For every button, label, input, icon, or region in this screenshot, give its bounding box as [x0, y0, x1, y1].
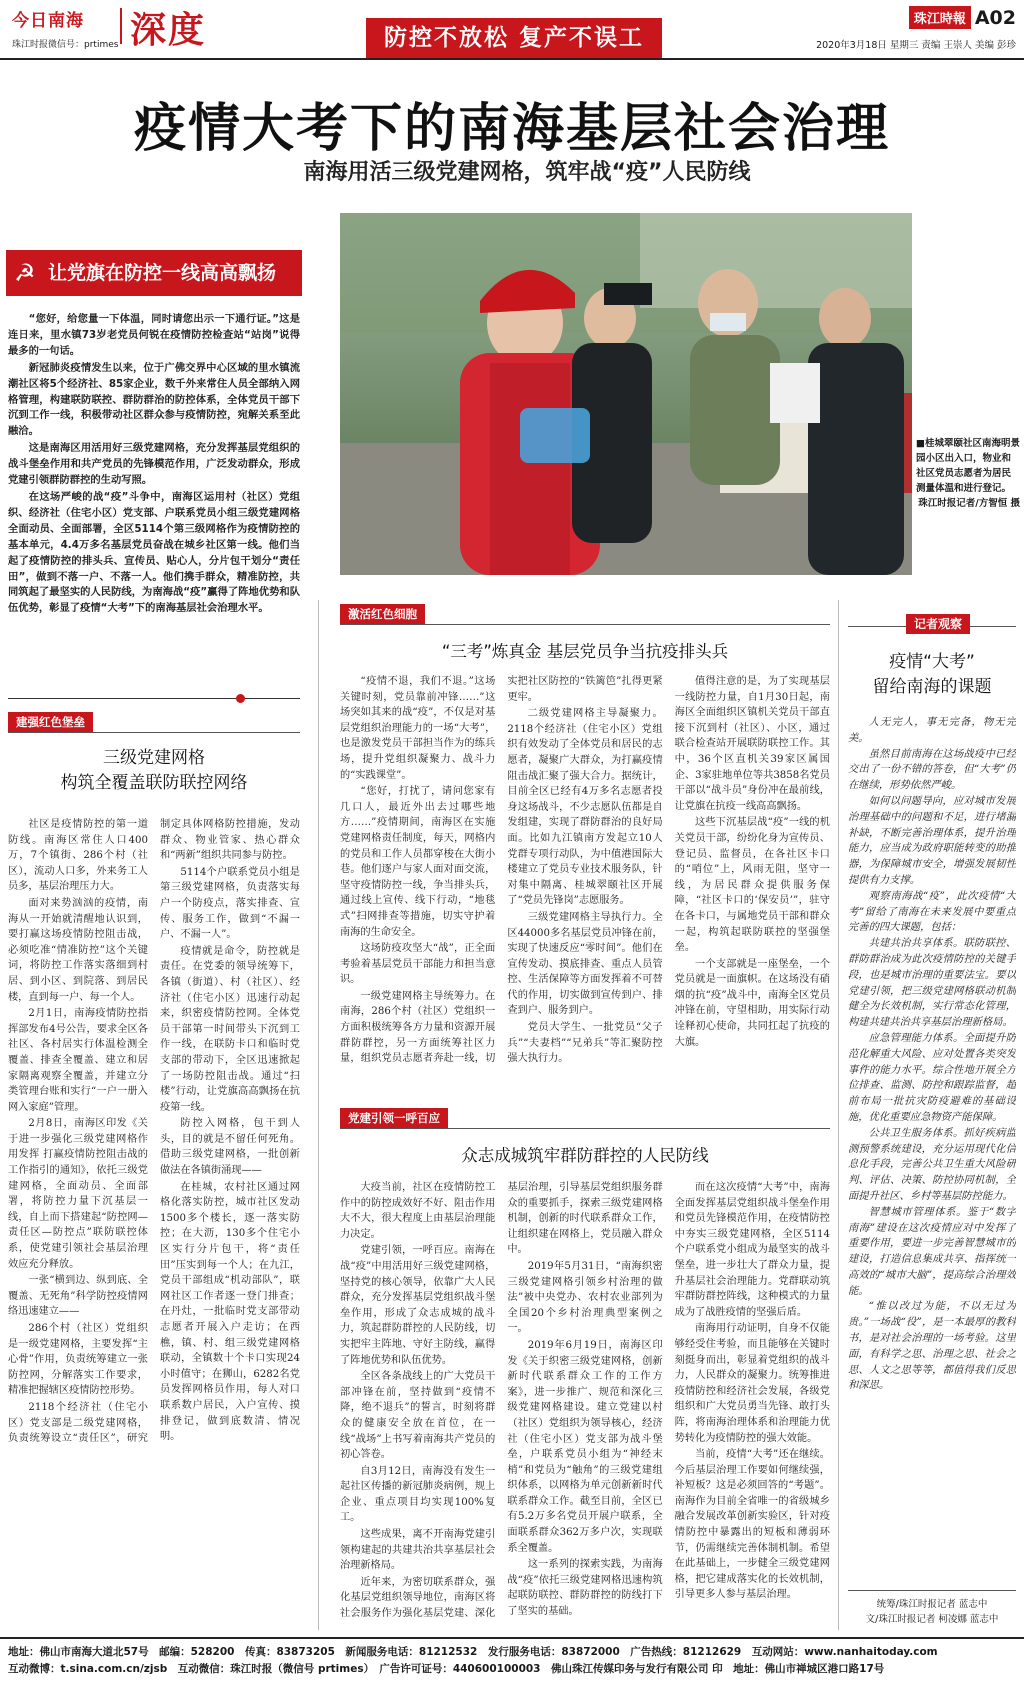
section-b-paragraph: 一级党建网格主导统筹力。在南海，286个村（社区）党组织一方面积极统筹各方力量和资源开展群防群控，另一方面统筹社区力量，组织党员志愿者奔赴一线，切实把社区防控的“铁篱笆”扎得更紧更牢。	[340, 676, 663, 1065]
credits-line: 文/珠江时报记者 柯凌娜 蓝志中	[865, 1614, 999, 1625]
footer-line: 互动微博：t.sina.com.cn/zjsb 互动微信：珠江时报（微信号 prtimes） 广告许可证号：440600100003 佛山珠江传媒印务与发行有限公司 印 地址：佛山市禅城区港口路17号	[8, 1663, 885, 1675]
section-c-paragraph: 这一系列的探索实践，为南海战“疫”依托三级党建网格迅速构筑起联防联控、群防群控的防线打下了坚实的基础。	[507, 1559, 663, 1618]
section-a-paragraph: 一张“横到边、纵到底、全覆盖、无死角”科学防控疫情网络迅速建立——	[8, 1275, 148, 1318]
section-b-paragraph: 党员大学生、一批党员“父子兵”“夫妻档”“兄弟兵”等汇聚防控强大执行力。	[507, 1022, 663, 1065]
wechat-id: 珠江时报微信号：prtimes	[12, 40, 119, 50]
masthead-divider	[120, 8, 122, 44]
section-b-tag: 激活红色细胞	[340, 604, 425, 624]
section-c-paragraph: 党建引领，一呼百应。南海在战“疫”中用活用好三级党建网格，坚持党的核心领导，依靠广大人民群众，充分发挥基层党组织战斗堡垒作用，形成了众志成城的战斗力，筑起群防群控的人民防线，切实把牢主阵地、守好主防线，赢得了阵地优势和队伍优势。	[340, 1245, 496, 1366]
section-a-paragraph: 疫情就是命令，防控就是责任。在党委的领导统筹下，各镇（街道）、村（社区）、经济社（住宅小区）迅速行动起来，织密疫情防控网。全体党员干部第一时间带头下沉到工作一线，在联防卡口和临时党支部的带动下，全区迅速掀起了一场防控阻击战。通过“扫楼”行动，让党旗高高飘扬在抗疫第一线。	[160, 945, 300, 1113]
section-a-paragraph: 286个村（社区）党组织是一级党建网格，主要发挥“主心骨”作用，负责统筹建立一张防控网，分解落实工作要求，精准把握辖区疫情防控形势。	[8, 1323, 148, 1397]
section-a-paragraph: 2118个经济社（住宅小区）党支部是二级党建网格，负责统筹设立“责任区”，研究制定具体网格防控措施，发动群众、物业管家、热心群众和“两新”组织共同参与防控。	[8, 819, 300, 1445]
section-b-title: “三考”炼真金 基层党员争当抗疫排头兵	[441, 642, 729, 661]
party-emblem-icon: ☭	[14, 259, 36, 287]
issue-info	[816, 6, 1016, 51]
section-a-tag: 建强红色堡垒	[8, 712, 93, 732]
section-b-body	[340, 674, 830, 1080]
brand-block	[12, 6, 142, 50]
lead-paragraph: 新冠肺炎疫情发生以来，位于广佛交界中心区域的里水镇流潮社区将5个经济社、85家企业，数千外来常住人员全部纳入网格管理，构建联防联控、群防群治的防控体系，全体党员干部下沉到工作一线，积极带动社区群众参与疫情防控，宛解关系至此融洽。	[8, 361, 300, 438]
section-b-paragraph: 这些下沉基层战“疫”一线的机关党员干部，纷纷化身为宣传员、登记员、监督员，在各社区卡口的“哨位”上，风雨无阻，坚守一线，为居民群众提供服务保障，“社区卡口的‘保安员’”，驻守在各卡口，与属地党员干部和群众一起，构筑起联防联控的坚强堡垒。	[674, 817, 830, 954]
section-b-paragraph: 这场防疫攻坚大“战”，正全面考验着基层党员干部能力和担当意识。	[340, 943, 496, 986]
section-a-title	[8, 746, 300, 796]
divider-dot	[236, 694, 245, 703]
photo-caption	[916, 436, 1020, 511]
section-c-paragraph: 这些成果，离不开南海党建引领构建起的共建共治共享基层社会治理新格局。	[340, 1529, 496, 1572]
section-c-body	[340, 1180, 830, 1625]
section-b-paragraph: 二级党建网格主导凝聚力。2118个经济社（住宅小区）党组织有效发动了全体党员和居民的志愿者，凝聚广大群众，为打赢疫情阻击战汇聚了强大合力。据统计，目前全区已经有4万多名志愿者投身这场战斗，不少志愿队伍都是自发组建，实现了群防群治的良好局面。比如九江镇南方发起立10人党群专项行动队，为中值港国际大楼建立了党员专业技术服务队，针对集中隔离、桂城翠颐社区开展了“党员先锋岗”志愿服务。	[507, 708, 663, 907]
section-a-paragraph: 面对来势汹汹的疫情，南海从一开始就清醒地认识到，要打赢这场疫情防控阻击战，必须吃准“情准防控”这个关键词，将防控工作落实落细到村居、到小区、到院落、到居民楼，直到每一户、每一个人。	[8, 897, 148, 1003]
date-line: 2020年3月18日 星期三 责编 王崇人 美编 彭珍	[816, 40, 1016, 51]
lead-divider	[8, 698, 300, 699]
section-a-paragraph: 社区是疫情防控的第一道防线。南海区常住人口400万，7个镇街、286个村（社区），流动人口多，外来务工人员多，基层治理压力大。	[8, 819, 148, 893]
section-a-paragraph: 防控入网格，包干到人头，目的就是不留任何死角。借助三级党建网格，一批创新做法在各镇街涌现——	[160, 1118, 300, 1177]
page-number: A02	[974, 6, 1016, 29]
section-c-tag: 党建引领一呼百应	[340, 1108, 448, 1128]
section-a-title-line2: 构筑全覆盖联防联控网络	[60, 773, 248, 793]
news-photo	[340, 213, 912, 575]
page-footer	[0, 1637, 1024, 1681]
section-c-title: 众志成城筑牢群防群控的人民防线	[461, 1146, 709, 1165]
section-a-paragraph: 2月8日，南海区印发《关于进一步强化三级党建网格作用发挥 打赢疫情防控阻击战的工作指引的通知》，依托三级党建网格，全面动员、全面部署，将防控力量下沉基层一线，自上而下搭建起“防控网—责任区—防控点”联防联控体系，使党建引领社会基层治理效应充分释放。	[8, 1118, 148, 1270]
commentary-paragraph: 共建共治共享体系。联防联控、群防群治成为此次疫情防控的关键手段，也是城市治理的重要法宝。要以党建引领，把三级党建网格联动机制健全为长效机制，实行常态化管理，构建共建共治共享基层治理新格局。	[848, 937, 1016, 1029]
commentary-paragraph: 如何以问题导向，应对城市发展治理基础中的问题和不足，进行堵漏补缺，不断完善治理体系，提升治理能力，应当成为政府职能转变的助推器，为保障城市安全，增强发展韧性提供有力支撑。	[848, 794, 1016, 886]
section-a-rule	[8, 732, 300, 733]
caption-text: ■桂城翠颐社区南海明景园小区出入口，物业和社区党员志愿者为居民测量体温和进行登记。	[916, 438, 1020, 494]
article-credits	[848, 1590, 1016, 1627]
commentary-title	[848, 650, 1016, 700]
column-separator	[318, 600, 319, 1630]
lead-paragraph: “您好，给您量一下体温，同时请您出示一下通行证。”这是连日来，里水镇73岁老党员何锐在疫情防控检查站“站岗”说得最多的一句话。	[8, 313, 300, 357]
commentary-paragraph: 人无完人，事无完备，物无完美。	[848, 716, 1016, 744]
section-b-paragraph: “您好，打扰了，请问您家有几口人，最近外出去过哪些地方……”疫情期间，南海区在实施党建网格责任制度，每天，网格内的党员和工作人员都穿梭在大街小巷。他们逐户与家人面对面交流，坚守疫情防控一线，争当排头兵，通过线上宣传、线下行动，“地毯式”扫网排查等措施，切实守护着南海的生命安全。	[340, 786, 496, 938]
commentary-title-line2: 留给南海的课题	[872, 677, 992, 697]
theme-banner: 防控不放松 复产不误工	[366, 18, 662, 58]
lead-paragraph: 在这场严峻的战“疫”斗争中，南海区运用村（社区）党组织、经济社（住宅小区）党支部、户联系党员小组三级党建网格全面动员、全面部署，全区5114个第三级网格作为疫情防控的基本单元，4.4万多名基层党员奋战在城乡社区第一线。他们当起了疫情防控的排头兵、宣传员、贴心人，分片包干划分“责任田”，做到不落一户、不落一人。他们携手群众，精准防控，共同筑起了最坚实的人民防线，为南海战“疫”赢得了阵地优势和队伍优势，彰显了疫情“大考”下的南海基层社会治理水平。	[8, 490, 300, 615]
section-c-rule	[340, 1128, 830, 1129]
footer-line: 地址：佛山市南海大道北57号 邮编：528200 传真：83873205 新闻服务电话：81212532 发行服务电话：83872000 广告热线：81212629 互动网站：www.nanhaitoday.com	[8, 1646, 938, 1658]
section-c-paragraph: 近年来，为密切联系群众，强化基层党组织领导地位，南海区将社会服务作为强化基层党建、深化基层治理，引导基层党组织服务群众的重要抓手，探索三级党建网格机制，创新的时代联系群众工作，让组织建在网格上，党员融入群众中。	[340, 1182, 663, 1620]
commentary-paragraph: “惟以改过为能，不以无过为贵。”一场战“役”，是一本最厚的教科书，是对社会治理的一场考验。这里面，有科学之思、治理之思、社会之思、人文之思等等，都值得我们反思和深思。	[848, 1300, 1016, 1392]
column-name: 深度	[130, 10, 207, 51]
lead-banner-text: 让党旗在防控一线高高飘扬	[48, 262, 277, 284]
section-a-paragraph: 5114个户联系党员小组是第三级党建网格，负责落实每户一个防疫点，落实排查、宣传、服务工作，做到“不漏一户、不漏一人”。	[160, 866, 300, 941]
section-b-paragraph: “疫情不退，我们不退。”这场关键时刻，党员靠前冲锋……”这场突如其来的战“疫”，不仅是对基层党组织治理能力的一场“大考”，也是激发党员干部担当作为的练兵场，提升党组织凝聚力、战斗力的“实践课堂”。	[340, 676, 496, 781]
section-b-paragraph: 一个支部就是一座堡垒，一个党员就是一面旗帜。在这场没有硝烟的抗“疫”战斗中，南海全区党员冲锋在前，守望相助，用实际行动诠释初心使命，共同扛起了抗疫的大旗。	[674, 958, 830, 1048]
lead-paragraph: 这是南海区用活用好三级党建网格，充分发挥基层党组织的战斗堡垒作用和共产党员的先锋模范作用，广泛发动群众，形成党建引领群防群控的生动写照。	[8, 442, 300, 487]
section-c-paragraph: 2019年6月19日，南海区印发《关于织密三级党建网格，创新新时代联系群众工作的工作方案》，进一步推广、规范和深化三级党建网格建设。建立党建以村（社区）党组织为领导核心，经济社（住宅小区）党支部为战斗堡垒，户联系党员小组为“神经末梢”和党员为“触角”的三级党建组织体系，以网格为单元创新新时代联系群众工作。截至目前，全区已有5.2万多名党员开展户联系，全面联系群众362万多户次，实现联系全覆盖。	[507, 1339, 663, 1554]
lead-banner	[6, 250, 302, 296]
section-b-rule	[340, 624, 830, 625]
section-a-paragraph: 在桂城，农村社区通过网格化落实防控，城市社区发动1500多个楼长，逐一落实防控；在大沥，130多个住宅小区实行分片包干，将“责任田”压实到每一个人；在九江，党员干部组成“机动部队”，联网社区工作者逐一登门排查；在丹灶，一批临时党支部带动志愿者开展入户走访；在西樵，镇、村、组三级党建网格联动，全镇数十个卡口实现24小时值守；在狮山，6282名党员发挥网格员作用，每人对口联系数户居民，入户宣传、摸排登记，做到底数清、情况明。	[160, 1181, 300, 1443]
section-c-paragraph: 2019年5月31日，“南海织密三级党建网格引领乡村治理的做法”被中央党办、农村农业部列为全国20个乡村治理典型案例之一。	[507, 1260, 663, 1335]
column-separator	[838, 600, 839, 1630]
commentary-paragraph: 公共卫生服务体系。抓好疾病监测预警系统建设，充分运用现代化信息化手段，完善公共卫生重大风险研判、评估、决策、防控协同机制，全面提升社区、乡村等基层防控能力。	[848, 1126, 1016, 1202]
section-a-title-line1: 三级党建网格	[103, 748, 205, 768]
credits-line: 统筹/珠江时报记者 蓝志中	[876, 1599, 988, 1610]
commentary-tag: 记者观察	[906, 614, 970, 634]
brand-name: 今日南海	[12, 11, 84, 31]
credits-rule	[848, 1590, 1016, 1591]
masthead	[0, 0, 1024, 60]
commentary-title-line1: 疫情“大考”	[889, 652, 975, 672]
section-c-paragraph: 全区各条战线上的广大党员干部冲锋在前，坚持做到“疫情不降，绝不退兵”的誓言，时刻将群众的健康安全放在首位，在一线“战场”上书写着南海共产党员的初心答卷。	[340, 1371, 496, 1461]
commentary-body	[848, 715, 1016, 1575]
section-c-paragraph: 南海用行动证明，自身不仅能够经受住考验，而且能够在关键时刻挺身而出，彰显着党组织的战斗力，人民群众的凝聚力。统筹推进疫情防控和经济社会发展，各级党组织和广大党员勇当先锋、敢打头阵，将南海治理体系和治理能力优势转化为疫情防控的强大效能。	[674, 1323, 830, 1444]
page-headline: 疫情大考下的南海基层社会治理	[133, 99, 890, 159]
section-b-paragraph: 值得注意的是，为了实现基层一线防控力量，自1月30日起，南海区全面组织区镇机关党员干部直接下沉到村（社区）、小区，通过联合检查站开展联防联控工作。其中，36个区直机关39家区属国企、3家驻地单位等共3858名党员干部以“战斗员”身份冲在最前线，让党旗在抗疫一线高高飘扬。	[674, 676, 830, 812]
section-b-paragraph: 三级党建网格主导执行力。全区44000多名基层党员冲锋在前，实现了快速反应“零时间”。他们在宣传发动、摸底排查、重点人员管控、生活保障等方面发挥着不可替代的作用，切实做到宣传到户、排查到户、服务到户。	[507, 911, 663, 1017]
page-subheadline: 南海用活三级党建网格，筑牢战“疫”人民防线	[303, 160, 751, 185]
commentary-paragraph: 应急管理能力体系。全面提升防范化解重大风险、应对处置各类突发事件的能力水平。综合性地开展全方位排查、监测、防控和跟踪监督，超前布局一批抗灾防疫避难的基础设施，优化重要应急物资产能保障。	[848, 1031, 1016, 1123]
section-c-paragraph: 而在这次疫情“大考”中，南海全面发挥基层党组织战斗堡垒作用和党员先锋模范作用，在疫情防控中夯实三级党建网格，全区5114个户联系党小组成为最坚实的战斗堡垒，进一步壮大了群众力量，提升基层社会治理能力。党群联动筑牢群防群控阵线，这种模式的力量成为了战胜疫情的坚强后盾。	[674, 1182, 830, 1318]
section-c-paragraph: 自3月12日，南海没有发生一起社区传播的新冠肺炎病例，规上企业、重点项目均实现100%复工。	[340, 1465, 496, 1524]
commentary-paragraph: 智慧城市管理体系。鉴于“数字南海”建设在这次疫情应对中发挥了重要作用，要进一步完善智慧城市的建设，打造信息集成共享、指挥统一高效的“城市大脑”，提高综合治理效能。	[848, 1205, 1016, 1297]
lead-text	[8, 312, 300, 642]
commentary-paragraph: 虽然目前南海在这场战疫中已经交出了一份不错的答卷，但“大考”仍在继续，形势依然严峻。	[848, 747, 1016, 792]
photo-illustration	[340, 213, 912, 575]
newspaper-logo: 珠江時報	[909, 6, 971, 29]
commentary-paragraph: 观察南海战“疫”，此次疫情“大考”留给了南海在未来发展中要重点完善的四大课题，包括：	[848, 889, 1016, 934]
photo-credit: 珠江时报记者/方智恒 摄	[918, 498, 1020, 509]
section-c-paragraph: 大疫当前，社区在疫情防控工作中的防控成效好不好、阻击作用大不大，很大程度上由基层治理能力决定。	[340, 1182, 496, 1240]
section-c-paragraph: 当前，疫情“大考”还在继续。今后基层治理工作要如何继续强，补短板？这是必须回答的“考题”。南海作为目前全省唯一的省级城乡融合发展改革创新实验区，针对疫情防控中暴露出的短板和薄弱环节，仍需继续完善体制机制。希望在此基础上，一步健全三级党建网格，把它建成落实化的长效机制，引导更多人参与基层治理。	[674, 1449, 830, 1601]
section-a-body	[8, 817, 300, 1625]
section-a-paragraph: 2月1日，南海疫情防控指挥部发布4号公告，要求全区各社区、各村居实行体温检测全覆盖、排查全覆盖、建立和居家隔离观察全覆盖，并建立分类管理台账和实行“一户一册入网入家庭”管理。	[8, 1008, 148, 1113]
